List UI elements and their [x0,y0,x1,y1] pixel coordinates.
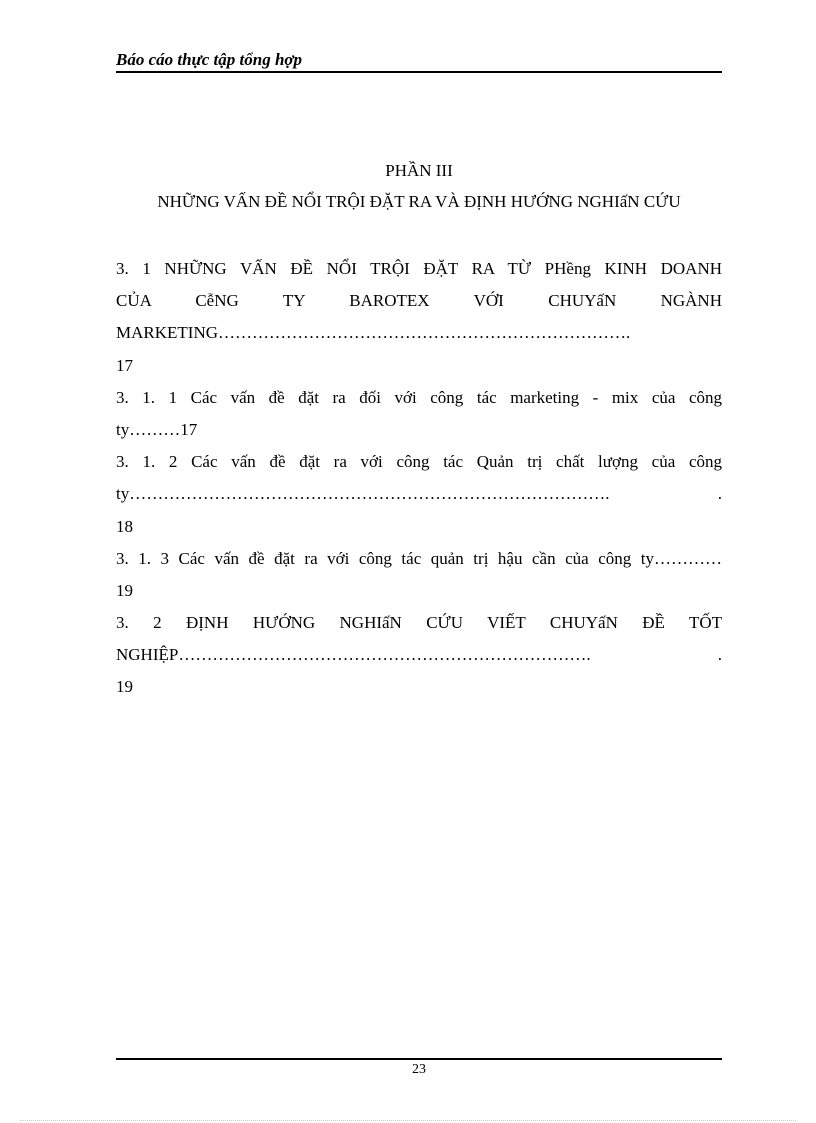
toc-line-section-3-1: 3. 1 NHỮNG VẤN ĐỀ NỔI TRỘI ĐẶT RA TỪ PHềng KINH DOANH [116,259,722,278]
toc-line-section-3-1-1: 3. 1. 1 Các vấn đề đặt ra đối với công tác marketing - mix của công [116,387,722,407]
toc-line-section-3-1-1-cont: ty………17 [116,419,198,439]
table-of-contents [116,253,722,704]
part-title: PHẦN III [385,161,453,180]
page-edge-divider [20,1120,796,1121]
toc-page-number: 19 [116,677,133,697]
toc-line-section-3-1-2-leader: ty…………………………………………………………………………. . [116,484,722,504]
toc-page-number: 19 [116,580,133,600]
toc-line-section-3-2: 3. 2 ĐỊNH HƯỚNG NGHIấN CỨU VIẾT CHUYấN ĐỀ TỐT [116,613,722,633]
part-subtitle: NHỮNG VẤN ĐỀ NỔI TRỘI ĐẶT RA VÀ ĐỊNH HƯỚNG NGHIấN CỨU [157,192,681,211]
toc-page-number: 18 [116,516,133,536]
toc-line-section-3-1-2: 3. 1. 2 Các vấn đề đặt ra với công tác Quản trị chất lượng của công [116,452,722,472]
page-number: 23 [412,1062,426,1077]
header-rule [116,71,722,73]
toc-line-section-3-2-leader: NGHIỆP………………………………………………………………. . [116,645,722,665]
toc-line-section-3-1-leader: MARKETING………………………………………………………………. [116,323,631,343]
toc-page-number: 17 [116,355,133,375]
running-header-title: Báo cáo thực tập tổng hợp [116,50,303,69]
toc-line-section-3-1-3: 3. 1. 3 Các vấn đề đặt ra với công tác quản trị hậu cần của công ty………… [116,548,722,568]
toc-line-section-3-1-cont: CỦA CễNG TY BAROTEX VỚI CHUYấN NGÀNH [116,291,722,311]
footer-rule [116,1058,722,1060]
